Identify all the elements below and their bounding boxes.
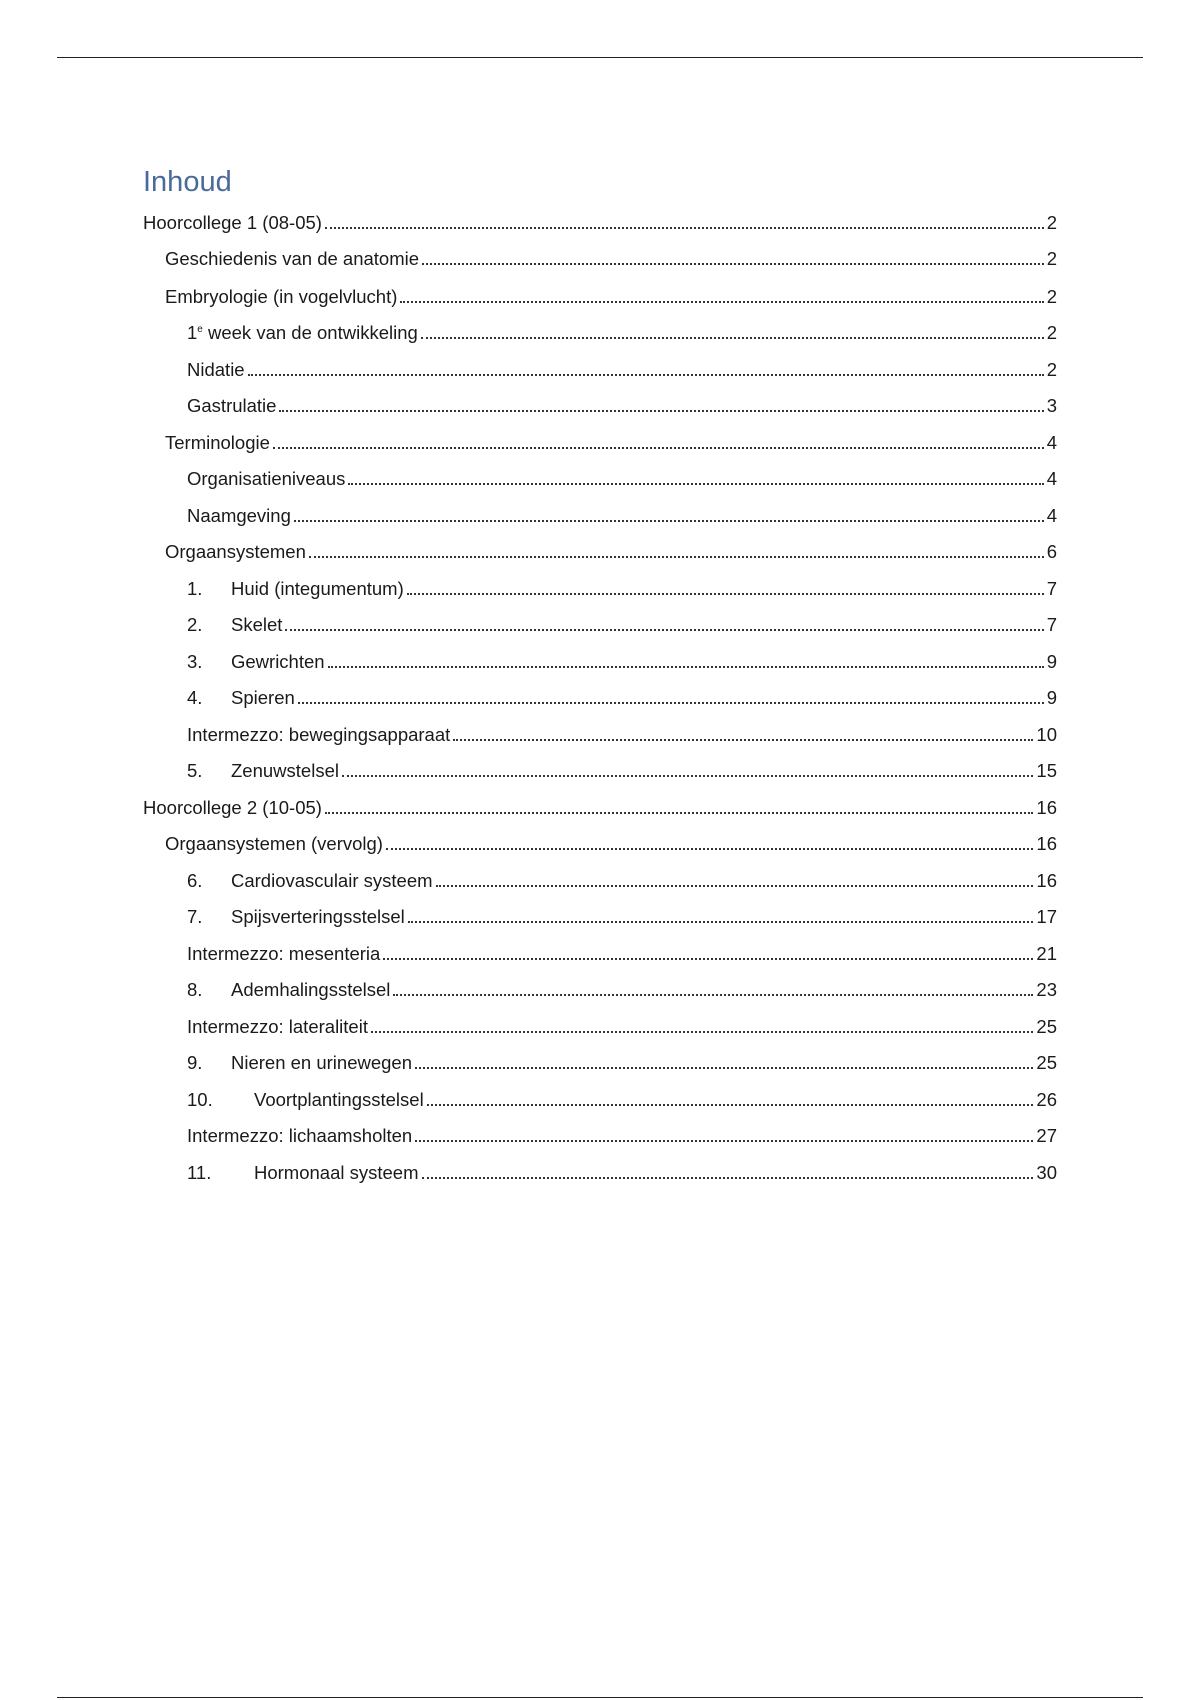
toc-entry[interactable] [165,826,1057,856]
toc-entry[interactable] [165,534,1057,564]
toc-entry-label: Spieren [231,687,295,708]
toc-entry-label: Huid (integumentum) [231,578,404,599]
toc-entry[interactable] [187,753,1057,783]
toc-entry-label: Embryologie (in vogelvlucht) [165,286,398,307]
toc-entry[interactable] [165,425,1057,455]
toc-entry-page-number: 4 [1046,468,1057,489]
toc-entry-page-number: 25 [1036,1016,1057,1037]
toc-entry-page-number: 21 [1036,943,1057,964]
toc-entry[interactable] [187,1118,1057,1148]
toc-entry[interactable] [187,863,1057,893]
toc-dot-leader [279,410,1043,412]
toc-dot-leader [407,593,1044,595]
toc-dot-leader [421,337,1044,339]
toc-entry-label: Hoorcollege 2 (10-05) [143,797,322,818]
toc-dot-leader [371,1031,1033,1033]
toc-dot-leader [325,812,1033,814]
toc-entry-page-number: 10 [1036,724,1057,745]
toc-entry-page-number: 4 [1046,505,1057,526]
toc-dot-leader [427,1104,1034,1106]
toc-entry-page-number: 6 [1046,541,1057,562]
toc-dot-leader [309,556,1044,558]
toc-entry-label: Ademhalingsstelsel [231,979,391,1000]
toc-entry-label: Intermezzo: lichaamsholten [187,1125,413,1146]
toc-dot-leader [248,374,1044,376]
toc-entry[interactable] [187,899,1057,929]
toc-entry-page-number: 16 [1036,870,1057,891]
toc-entry-label-text: week van de ontwikkeling [202,322,418,343]
toc-dot-leader [453,739,1033,741]
toc-entry-label: Spijsverteringsstelsel [231,906,405,927]
toc-dot-leader [348,483,1043,485]
toc-entry[interactable] [187,388,1057,418]
toc-entry-label-superscript: e [197,323,203,335]
toc-entry-number: 1. [187,578,203,599]
toc-entry-number: 9. [187,1052,203,1073]
toc-entry[interactable] [165,241,1057,271]
toc-entry[interactable] [143,790,1057,820]
toc-entry[interactable] [187,461,1057,491]
toc-title: Inhoud [143,166,232,198]
toc-entry-label: Intermezzo: lateraliteit [187,1016,368,1037]
toc-dot-leader [436,885,1034,887]
toc-entry[interactable] [187,644,1057,674]
toc-entry-number: 2. [187,614,203,635]
toc-entry-label: Nieren en urinewegen [231,1052,413,1073]
toc-entry-page-number: 2 [1046,359,1057,380]
toc-entry-label-prefix: 1 [187,322,198,343]
toc-entry[interactable] [143,205,1057,235]
toc-entry-number: 4. [187,687,203,708]
toc-entry-label: Cardiovasculair systeem [231,870,433,891]
toc-entry-page-number: 9 [1046,687,1057,708]
toc-entry-label: Gewrichten [231,651,325,672]
toc-dot-leader [393,994,1033,996]
toc-dot-leader [415,1067,1033,1069]
toc-entry-label: Geschiedenis van de anatomie [165,248,420,269]
toc-dot-leader [422,263,1044,265]
toc-entry[interactable] [187,498,1057,528]
toc-entry-label: Intermezzo: bewegingsapparaat [187,724,451,745]
toc-entry-page-number: 7 [1046,578,1057,599]
toc-entry-number: 11. [187,1162,212,1183]
toc-entry-page-number: 15 [1036,760,1057,781]
toc-entry-label: Orgaansystemen [165,541,306,562]
toc-entry-page-number: 30 [1036,1162,1057,1183]
toc-dot-leader [325,227,1044,229]
toc-entry[interactable] [187,1155,1057,1185]
toc-dot-leader [400,301,1043,303]
toc-entry-page-number: 3 [1046,395,1057,416]
toc-entry-page-number: 26 [1036,1089,1057,1110]
toc-dot-leader [422,1177,1034,1179]
toc-entry-page-number: 2 [1046,212,1057,233]
toc-entry-number: 8. [187,979,203,1000]
toc-entry-page-number: 2 [1046,286,1057,307]
toc-entry-page-number: 9 [1046,651,1057,672]
toc-entry-number: 10. [187,1089,213,1110]
toc-entry-label [187,321,418,345]
toc-dot-leader [328,666,1044,668]
toc-entry-label: Organisatieniveaus [187,468,346,489]
toc-entry-page-number: 16 [1036,833,1057,854]
toc-entry-number: 7. [187,906,203,927]
toc-entry[interactable] [187,607,1057,637]
toc-entry-page-number: 25 [1036,1052,1057,1073]
toc-entry-label: Hoorcollege 1 (08-05) [143,212,322,233]
toc-entry-page-number: 17 [1036,906,1057,927]
toc-entry-label: Voortplantingsstelsel [254,1089,424,1110]
toc-dot-leader [273,447,1044,449]
toc-entry[interactable] [187,1009,1057,1039]
toc-dot-leader [342,775,1033,777]
toc-entry-label: Naamgeving [187,505,291,526]
toc-dot-leader [408,921,1034,923]
toc-entry-page-number: 27 [1036,1125,1057,1146]
header-rule [57,57,1143,58]
toc-entry[interactable] [187,315,1057,345]
toc-entry-number: 3. [187,651,203,672]
toc-entry-page-number: 2 [1046,248,1057,269]
toc-entry-label: Gastrulatie [187,395,277,416]
toc-dot-leader [383,958,1033,960]
toc-entry[interactable] [187,1045,1057,1075]
toc-entry-label: Skelet [231,614,283,635]
toc-entry-label: Hormonaal systeem [254,1162,419,1183]
toc-entry-number: 6. [187,870,203,891]
toc-entry[interactable] [187,680,1057,710]
toc-entry-label: Nidatie [187,359,245,380]
toc-entry-label: Zenuwstelsel [231,760,339,781]
toc-entry-label: Intermezzo: mesenteria [187,943,381,964]
toc-entry[interactable] [187,1082,1057,1112]
toc-entry[interactable] [165,279,1057,309]
toc-dot-leader [415,1140,1033,1142]
toc-entry-page-number: 4 [1046,432,1057,453]
toc-entry[interactable] [187,936,1057,966]
toc-dot-leader [294,520,1044,522]
toc-entry-page-number: 2 [1046,322,1057,343]
toc-entry-label: Terminologie [165,432,270,453]
toc-dot-leader [285,629,1043,631]
footer-rule [57,1697,1143,1698]
toc-entry[interactable] [187,352,1057,382]
toc-entry[interactable] [187,571,1057,601]
toc-entry-page-number: 16 [1036,797,1057,818]
toc-entry-number: 5. [187,760,203,781]
toc-dot-leader [298,702,1044,704]
toc-entry[interactable] [187,972,1057,1002]
toc-entry-page-number: 7 [1046,614,1057,635]
toc-entry-page-number: 23 [1036,979,1057,1000]
toc-entry[interactable] [187,717,1057,747]
toc-entry-label: Orgaansystemen (vervolg) [165,833,383,854]
toc-dot-leader [386,848,1033,850]
